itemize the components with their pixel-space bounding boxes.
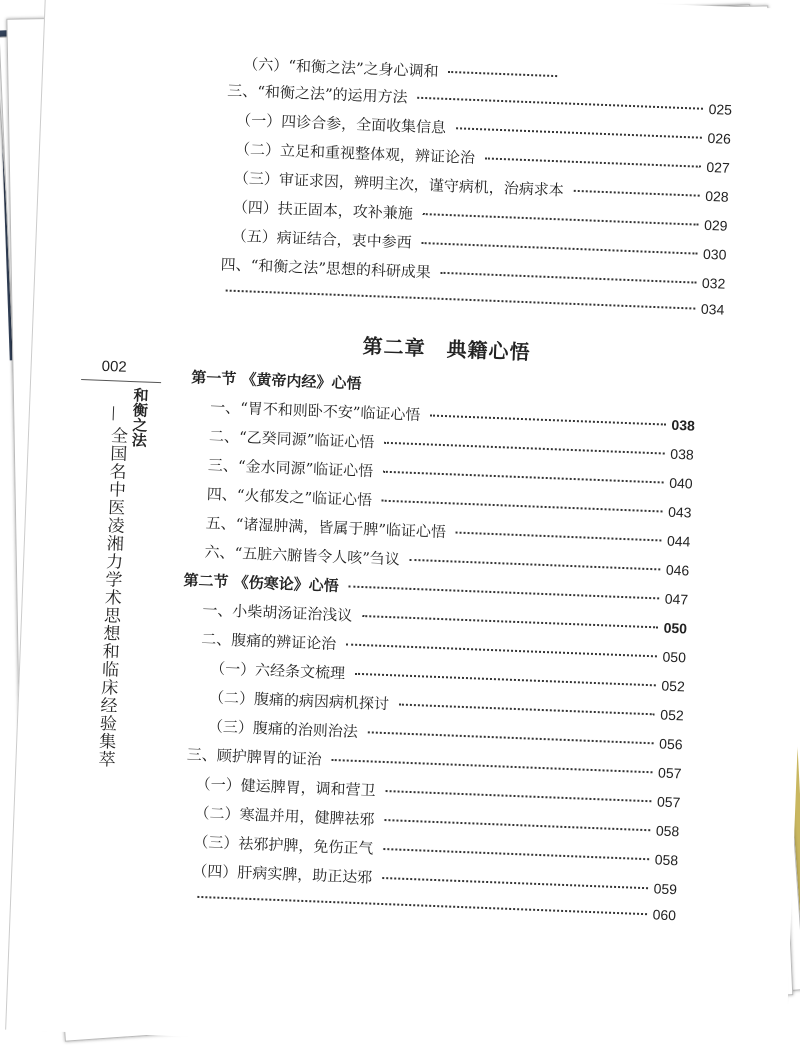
toc-entry-page: 038 <box>670 445 695 463</box>
toc-entry-title: 一、小柴胡汤证治浅议 <box>202 600 353 625</box>
leader-dots <box>368 731 653 744</box>
header-rule <box>81 379 161 383</box>
toc-entry-page: 034 <box>700 300 725 318</box>
toc-entry-page: 059 <box>653 880 678 898</box>
toc-entry-title: 三、顾护脾胃的证治 <box>186 745 323 769</box>
toc-entry-title: （四）肝病实脾，助正达邪 <box>192 861 373 887</box>
toc-entry-page: 044 <box>666 532 691 550</box>
leader-dots <box>226 290 695 310</box>
toc-entry-title: 一、“胃不和则卧不安”临证心悟 <box>209 398 421 425</box>
running-book-subtitle: 全国名中医凌湘力学术思想和临床经验集萃 <box>94 426 128 769</box>
toc-entry-title: （六）“和衡之法”之身心调和 <box>243 55 439 81</box>
toc-entry-page: 060 <box>652 906 677 924</box>
toc-entry-title: （三）腹痛的治则治法 <box>207 717 359 741</box>
toc-entry-page: 046 <box>665 561 690 579</box>
leader-dots <box>355 673 655 687</box>
leader-dots <box>197 896 646 915</box>
leader-dots <box>423 213 698 226</box>
toc-entry-title: 三、“和衡之法”的运用方法 <box>227 81 408 107</box>
toc-entry-page: 058 <box>655 822 680 840</box>
toc-entry-title: 五、“诸湿肿满，皆属于脾”临证心悟 <box>205 513 447 542</box>
leader-dots <box>449 71 558 77</box>
leader-dots <box>349 585 659 599</box>
toc-entry-page: 052 <box>661 677 686 695</box>
leader-dots <box>574 190 700 197</box>
toc-entry-page: 027 <box>706 158 731 176</box>
toc-entry-title: （四）扶正固本，攻补兼施 <box>232 197 414 223</box>
toc-entry-title: 四、“和衡之法”思想的科研成果 <box>220 255 432 282</box>
toc-entry-title: 二、“乙癸同源”临证心悟 <box>208 427 375 452</box>
toc-entry-title: （二）寒温并用，健脾祛邪 <box>194 803 375 829</box>
toc-entry-title: 四、“火郁发之”临证心悟 <box>206 484 373 510</box>
toc-entry-page: 028 <box>704 187 729 205</box>
page-sidebar <box>64 357 152 819</box>
leader-dots <box>382 877 648 889</box>
toc-entry-page: 052 <box>660 706 685 724</box>
toc-entry-page: 025 <box>708 100 733 118</box>
leader-dots <box>332 759 652 773</box>
leader-dots <box>441 272 696 284</box>
leader-dots <box>418 97 703 110</box>
toc-entry-title: （一）四诊合参，全面收集信息 <box>235 110 447 137</box>
leader-dots <box>410 559 660 571</box>
toc-entry-title: （二）腹痛的病因病机探讨 <box>208 688 390 714</box>
leader-dots <box>346 643 656 657</box>
toc-entry-page: 026 <box>707 129 732 147</box>
leader-dots <box>422 242 697 255</box>
title-divider <box>113 406 115 420</box>
leader-dots <box>382 500 662 513</box>
toc-entry-title: （一）健运脾胃，调和营卫 <box>195 774 376 800</box>
leader-dots <box>399 704 655 716</box>
toc-entry-page: 032 <box>701 274 726 292</box>
leader-dots <box>384 819 650 831</box>
chapter-title: 第二章 典籍心悟 <box>362 333 531 365</box>
toc-entry-page: 056 <box>658 735 683 753</box>
toc-page <box>5 0 800 1060</box>
toc-entry-page: 043 <box>667 503 692 521</box>
toc-entry-title: （一）六经条文梳理 <box>209 659 346 683</box>
toc-entry-page: 047 <box>664 590 689 608</box>
toc-entry-title: 第二节 《伤寒论》心悟 <box>183 571 339 596</box>
toc-entry-title: （五）病证结合，衷中参西 <box>231 226 413 252</box>
leader-dots <box>383 471 663 484</box>
toc-entry-page: 040 <box>668 474 693 492</box>
leader-dots <box>383 848 649 860</box>
toc-section <box>191 366 412 395</box>
toc-entry-page: 058 <box>654 851 679 869</box>
toc-entry-title: （三）祛邪护脾，免伤正气 <box>193 832 374 858</box>
toc-entry-page: 038 <box>671 416 696 434</box>
leader-dots <box>485 157 701 167</box>
toc-entry-title: 二、腹痛的辨证论治 <box>200 629 337 654</box>
toc-entry-page: 050 <box>663 619 688 637</box>
page-number: 002 <box>101 357 128 376</box>
leader-dots <box>430 414 665 425</box>
toc-entry-title: 三、“金水同源”临证心悟 <box>207 455 374 481</box>
toc-entry-title: 六、“五脏六腑皆令人咳”刍议 <box>204 542 401 569</box>
toc-entry-page: 029 <box>703 216 728 234</box>
toc-entry-title: （二）立足和重视整体观，辨证论治 <box>234 139 476 168</box>
leader-dots <box>362 615 657 628</box>
leader-dots <box>456 127 702 138</box>
toc-entry-title: 第一节 《黄帝内经》心悟 <box>190 368 362 393</box>
toc-entry-page: 050 <box>662 648 687 666</box>
toc-entry-page: 057 <box>657 764 682 782</box>
running-book-title: 和衡之法 <box>129 387 150 448</box>
toc-entry-page: 057 <box>656 793 681 811</box>
toc-entry-page: 030 <box>702 245 727 263</box>
toc-entry-title: （三）审证求因，辨明主次，谨守病机，治病求本 <box>233 168 565 200</box>
leader-dots <box>386 790 652 802</box>
leader-dots <box>384 442 664 455</box>
leader-dots <box>456 532 661 542</box>
